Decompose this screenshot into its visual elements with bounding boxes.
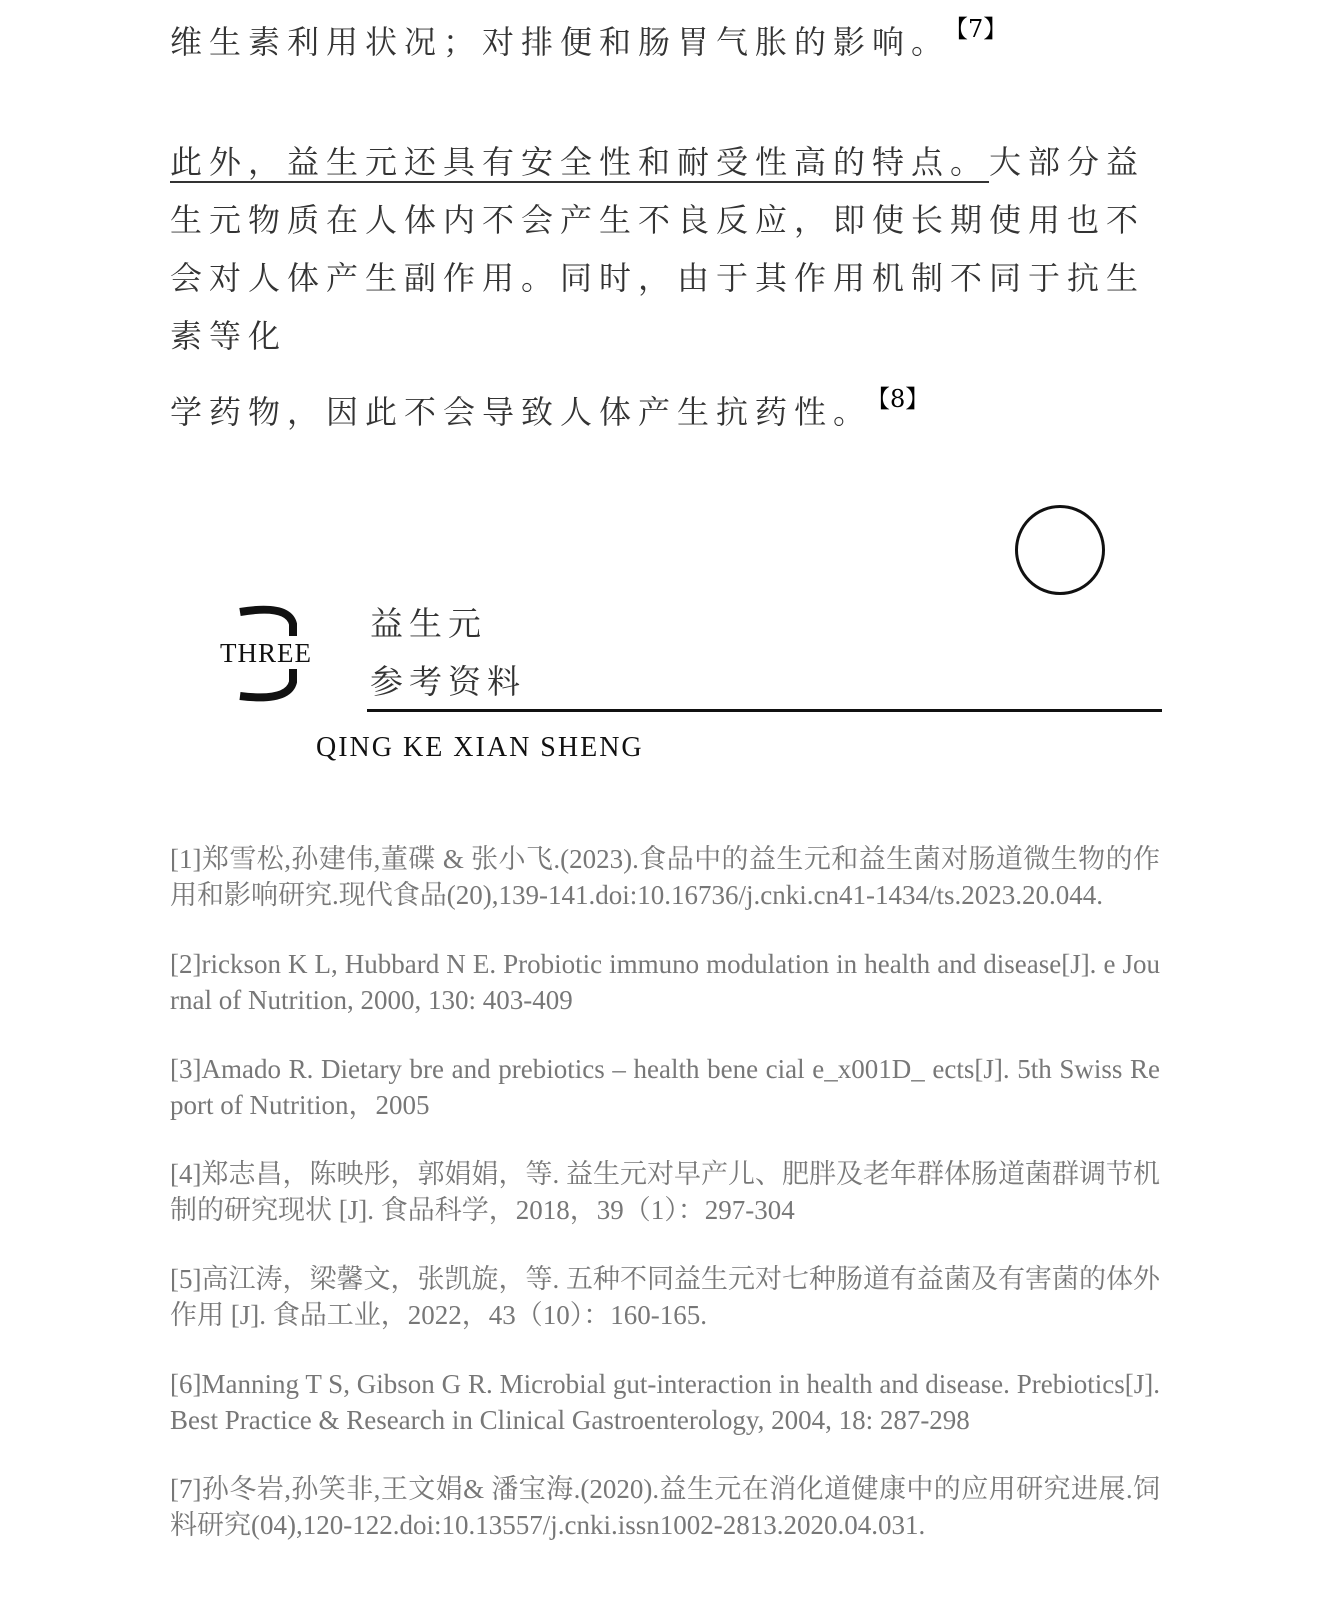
section-divider [367, 709, 1162, 712]
reference-item: [3]Amado R. Dietary bre and prebiotics – health bene cial e_x001D_ ects[J]. 5th Swiss Report of Nutrition，2005 [170, 1054, 1160, 1120]
reference-list [170, 842, 1160, 1577]
reference-item: [2]rickson K L, Hubbard N E. Probiotic immuno modulation in health and disease[J]. e Journal of Nutrition, 2000, 130: 403-409 [170, 949, 1160, 1015]
section-number-label: THREE [220, 638, 312, 668]
paragraph-last-text: 学药物，因此不会导致人体产生抗药性。 [170, 393, 873, 431]
circle-decoration [1015, 505, 1105, 595]
citation-marker: 【7】 [956, 15, 1008, 43]
reference-item: [5]高江涛，梁馨文，张凯旋，等. 五种不同益生元对七种肠道有益菌及有害菌的体外作用 [J]. 食品工业，2022，43（10）：160-165. [170, 1264, 1160, 1330]
underlined-sentence: 此外，益生元还具有安全性和耐受性高的特点。 [170, 143, 990, 181]
body-text: 维生素利用状况；对排便和肠胃气胀的影响。 [170, 23, 951, 61]
paragraph-last-line [170, 383, 1163, 444]
section-title: 益生元 [370, 604, 487, 643]
reference-item: [4]郑志昌，陈映彤，郭娟娟，等. 益生元对早产儿、肥胖及老年群体肠道菌群调节机制的研究现状 [J]. 食品科学，2018，39（1）：297-304 [170, 1159, 1160, 1225]
paragraph-text: 大部分益生元物质在人体内不会产生不良反应，即使长期使用也不会对人体产生副作用。同时，由于其作用机制不同于抗生素等化 [170, 143, 1146, 355]
reference-item: [6]Manning T S, Gibson G R. Microbial gut-interaction in health and disease. Prebiotics[J]. Best Practice & Research in Clinical Gastroenterology, 2004, 18: 287-298 [170, 1369, 1160, 1435]
reference-item: [1]郑雪松,孙建伟,董碟 & 张小飞.(2023).食品中的益生元和益生菌对肠道微生物的作用和影响研究.现代食品(20),139-141.doi:10.16736/j.cnki.cn41-1434/ts.2023.20.044. [170, 844, 1160, 910]
section-subtitle-en: QING KE XIAN SHENG [316, 732, 644, 763]
citation-marker: 【8】 [878, 385, 930, 413]
body-text-line [170, 15, 1163, 69]
reference-item: [7]孙冬岩,孙笑非,王文娟& 潘宝海.(2020).益生元在消化道健康中的应用研究进展.饲料研究(04),120-122.doi:10.13557/j.cnki.issn1002-2813.2020.04.031. [170, 1474, 1160, 1540]
section-subtitle-cn: 参考资料 [370, 662, 526, 701]
paragraph [170, 133, 1163, 444]
